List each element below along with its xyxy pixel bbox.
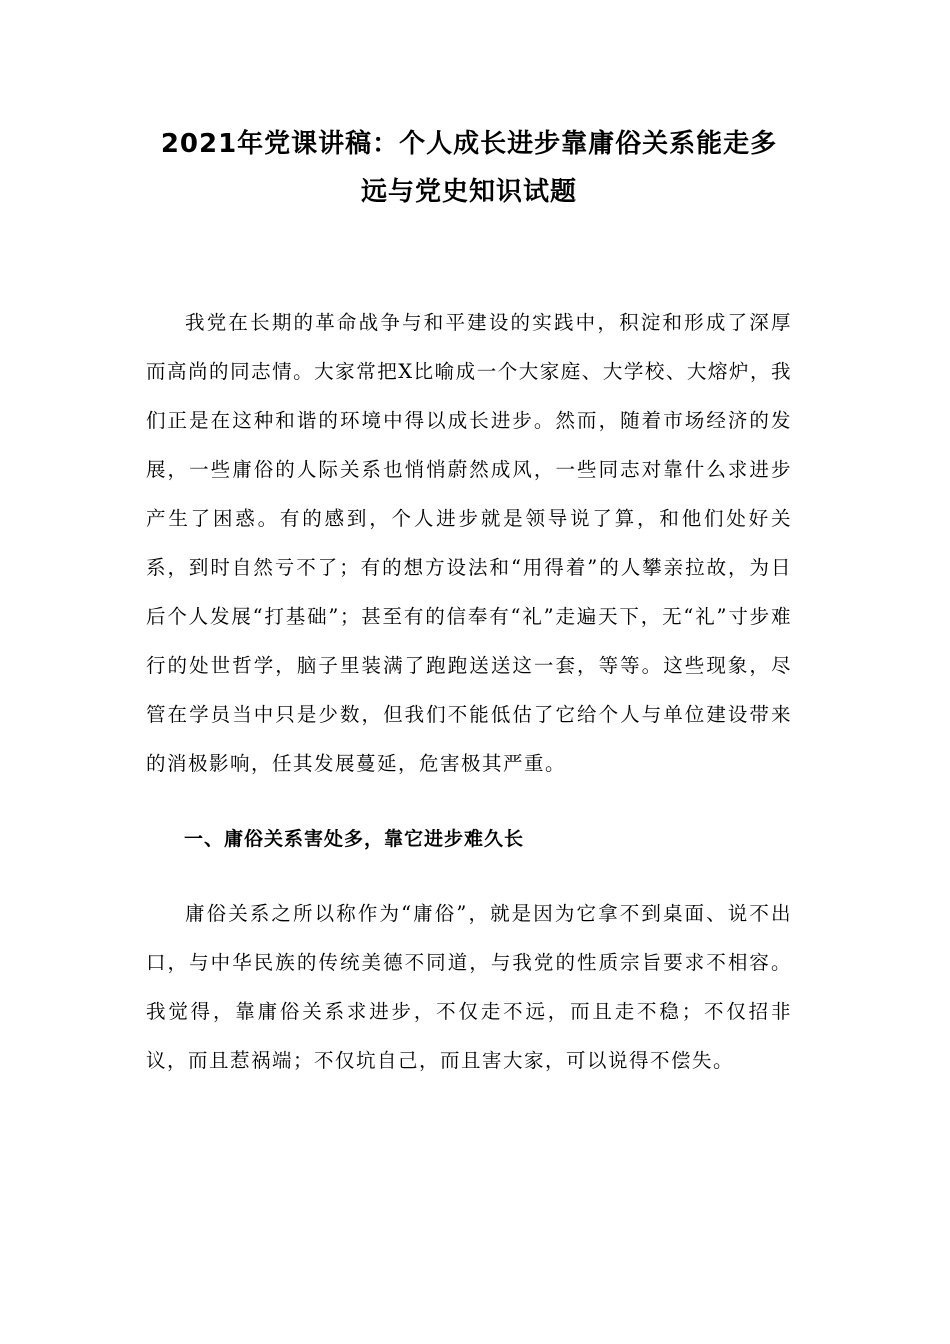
title-line-2: 远与党史知识试题 xyxy=(360,177,577,207)
document-title xyxy=(146,120,792,216)
document-body xyxy=(146,298,792,1085)
section-heading: 一、庸俗关系害处多，靠它进步难久长 xyxy=(184,828,525,850)
section-paragraph: 庸俗关系之所以称作为“庸俗”，就是因为它拿不到桌面、说不出口，与中华民族的传统美德不同道，与我党的性质宗旨要求不相容。我觉得，靠庸俗关系求进步，不仅走不远，而且走不稳；不仅招非议，而且惹祸端；不仅坑自己，而且害大家，可以说得不偿失。 xyxy=(146,902,792,1072)
title-line-1: 2021年党课讲稿：个人成长进步靠庸俗关系能走多 xyxy=(160,129,778,159)
document-page xyxy=(146,120,792,1085)
intro-paragraph: 我党在长期的革命战争与和平建设的实践中，积淀和形成了深厚而高尚的同志情。大家常把X比喻成一个大家庭、大学校、大熔炉，我们正是在这种和谐的环境中得以成长进步。然而，随着市场经济的发展，一些庸俗的人际关系也悄悄蔚然成风，一些同志对靠什么求进步产生了困惑。有的感到，个人进步就是领导说了算，和他们处好关系，到时自然亏不了；有的想方设法和“用得着”的人攀亲拉故，为日后个人发展“打基础”；甚至有的信奉有“礼”走遍天下，无“礼”寸步难行的处世哲学，脑子里装满了跑跑送送这一套，等等。这些现象，尽管在学员当中只是少数，但我们不能低估了它给个人与单位建设带来的消极影响，任其发展蔓延，危害极其严重。 xyxy=(146,311,792,775)
